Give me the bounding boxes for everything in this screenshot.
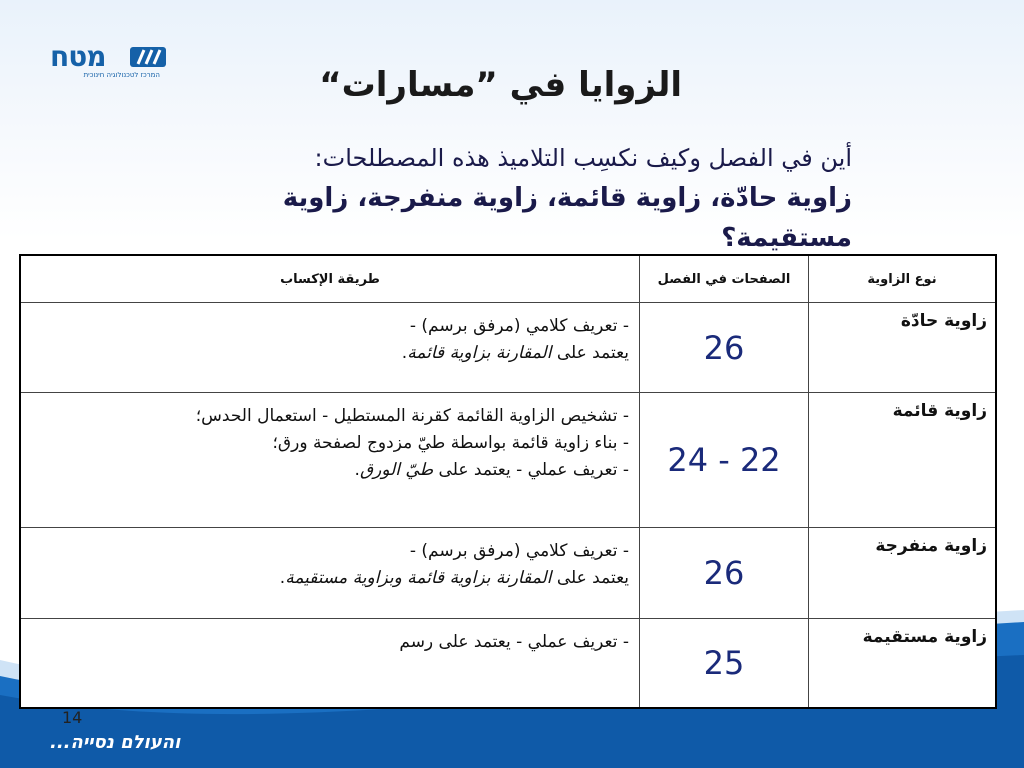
method-line: - بناء زاوية قائمة بواسطة طيّ مزدوج لصفحة ورق؛	[272, 433, 629, 453]
method-text: يعتمد على	[551, 568, 629, 588]
method-emphasis: طيّ الورق	[359, 460, 434, 480]
logo	[50, 42, 168, 82]
angle-type-cell: زاوية حادّة	[809, 303, 997, 393]
method-line: - تعريف كلامي (مرفق برسم) -	[409, 316, 629, 336]
method-text: .	[279, 568, 286, 588]
pages-cell: 26	[640, 528, 809, 619]
method-text: .	[401, 343, 408, 363]
header-type: نوع الزاوية	[809, 255, 997, 303]
method-line	[31, 340, 629, 367]
subtitle	[152, 138, 852, 258]
method-cell	[20, 528, 640, 619]
table-row	[20, 528, 996, 619]
header-pages: الصفحات في الفصل	[640, 255, 809, 303]
method-emphasis: المقارنة بزاوية قائمة	[407, 343, 552, 363]
page-number: 14	[62, 708, 83, 727]
table-header-row	[20, 255, 996, 303]
pages-cell: 25	[640, 619, 809, 709]
page-title: الزوايا في ”مسارات“	[319, 65, 682, 105]
table-row	[20, 303, 996, 393]
angles-table	[19, 254, 997, 709]
header-method: طريقة الإكساب	[20, 255, 640, 303]
logo-stripes-icon	[130, 46, 166, 68]
method-line	[31, 565, 629, 592]
method-text: .	[354, 460, 360, 480]
method-cell	[20, 393, 640, 528]
method-cell	[20, 303, 640, 393]
angle-type-cell: زاوية مستقيمة	[809, 619, 997, 709]
subtitle-line-2: زاوية حادّة، زاوية قائمة، زاوية منفرجة، زاوية مستقيمة؟	[282, 183, 852, 253]
logo-wordmark: מטח	[50, 40, 106, 73]
subtitle-line-1: أين في الفصل وكيف نكسِب التلاميذ هذه المصطلحات:	[314, 144, 852, 172]
table-row	[20, 393, 996, 528]
pages-cell: 22 - 24	[640, 393, 809, 528]
method-line: - تعريف عملي - يعتمد على رسم	[399, 632, 629, 652]
method-line: - تشخيص الزاوية القائمة كقرنة المستطيل - استعمال الحدس؛	[195, 406, 629, 426]
method-cell	[20, 619, 640, 709]
logo-subtitle: המרכז לטכנולוגיה חינוכית	[83, 71, 160, 79]
angle-type-cell: زاوية منفرجة	[809, 528, 997, 619]
method-text: - تعريف عملي - يعتمد على	[433, 460, 629, 480]
method-text: يعتمد على	[551, 343, 629, 363]
method-line: - تعريف كلامي (مرفق برسم) -	[409, 541, 629, 561]
method-line	[31, 457, 629, 484]
method-emphasis: المقارنة بزاوية قائمة وبزاوية مستقيمة	[285, 568, 552, 588]
pages-cell: 26	[640, 303, 809, 393]
table-row	[20, 619, 996, 709]
angle-type-cell: زاوية قائمة	[809, 393, 997, 528]
footer-slogan: והעולם נסייה...	[50, 732, 181, 753]
